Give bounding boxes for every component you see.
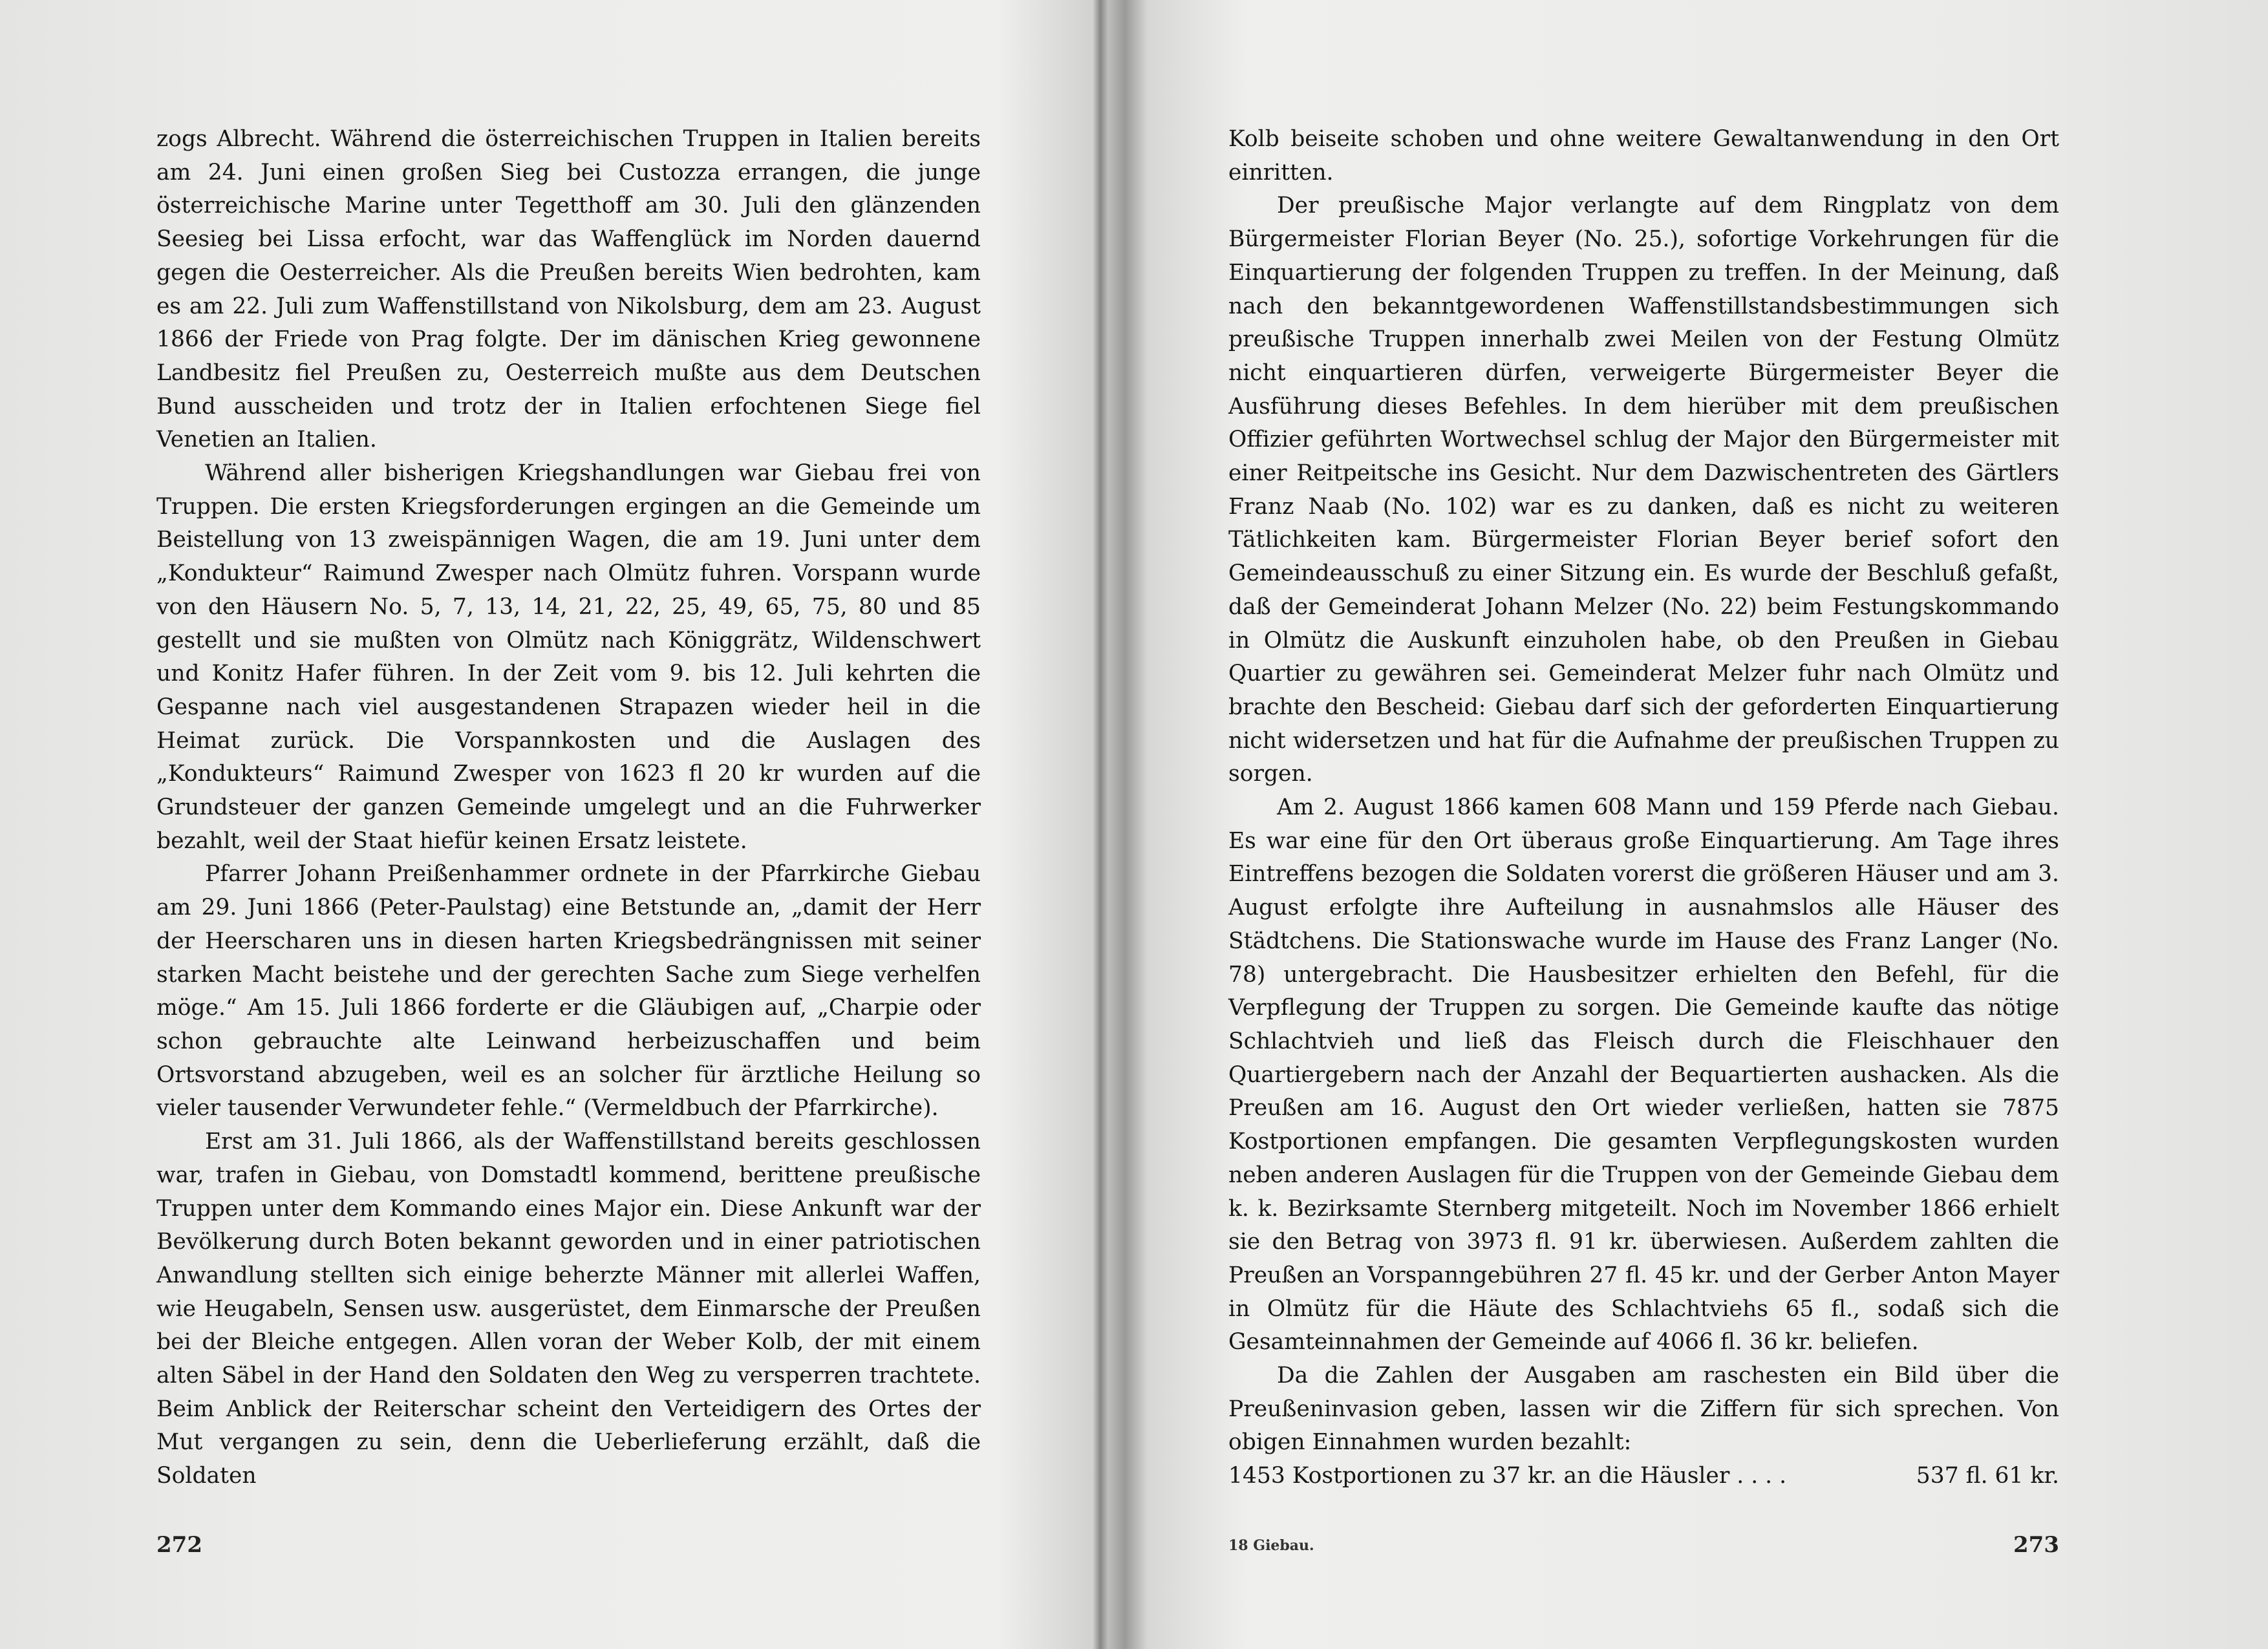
page-number-right: 273 (2013, 1532, 2059, 1558)
page-number-left: 272 (156, 1532, 202, 1558)
left-page-text (156, 123, 981, 1493)
paragraph: Pfarrer Johann Preißenhammer ordnete in der Pfarrkirche Giebau am 29. Juni 1866 (Peter-Paulstag) eine Betstunde an, „damit der Herr der Heerscharen uns in diesen harten Kriegsbedrängnissen mit seiner starken Macht beistehe und der gerechten Sache zum Siege verhelfen möge.“ Am 15. Juli 1866 forderte er die Gläubigen auf, „Charpie oder schon gebrauchte alte Leinwand herbeizuschaffen und beim Ortsvorstand abzugeben, weil es an solcher für ärztliche Heilung so vieler tausender Verwundeter fehle.“ (Vermeldbuch der Pfarrkirche). (156, 861, 981, 1122)
book-gutter (1093, 0, 1108, 1649)
paragraph: Da die Zahlen der Ausgaben am raschesten ein Bild über die Preußeninvasion geben, lassen wir die Ziffern für sich sprechen. Von obigen Einnahmen wurden bezahlt: (1228, 1363, 2059, 1456)
paragraph: Am 2. August 1866 kamen 608 Mann und 159 Pferde nach Giebau. Es war eine für den Ort überaus große Einquartierung. Am Tage ihres Eintreffens bezogen die Soldaten vorerst die größeren Häuser und am 3. August erfolgte ihre Aufteilung in ausnahmslos alle Häuser des Städtchens. Die Stationswache wurde im Hause des Franz Langer (No. 78) untergebracht. Die Hausbesitzer erhielten den Befehl, für die Verpflegung der Truppen zu sorgen. Die Gemeinde kaufte das nötige Schlachtvieh und ließ das Fleisch durch die Fleischhauer den Quartiergebern nach der Anzahl der Bequartierten aushacken. Als die Preußen am 16. August den Ort wieder verließen, hatten sie 7875 Kostportionen empfangen. Die gesamten Verpflegungskosten wurden neben anderen Auslagen für die Truppen von der Gemeinde Giebau dem k. k. Bezirksamte Sternberg mitgeteilt. Noch im November 1866 erhielt sie den Betrag von 3973 fl. 91 kr. überwiesen. Außerdem zahlten die Preußen an Vorspanngebühren 27 fl. 45 kr. und der Gerber Anton Mayer in Olmütz für die Häute des Schlachtviehs 65 fl., sodaß sich die Gesamteinnahmen der Gemeinde auf 4066 fl. 36 kr. beliefen. (1228, 794, 2059, 1356)
signature-mark: 18 Giebau. (1228, 1537, 1314, 1554)
cost-line-amount: 537 fl. 61 kr. (1916, 1463, 2059, 1489)
paragraph: zogs Albrecht. Während die österreichischen Truppen in Italien bereits am 24. Juni einen großen Sieg bei Custozza errangen, die junge österreichische Marine unter Tegetthoff am 30. Juli den glänzenden Seesieg bei Lissa erfocht, war das Waffenglück im Norden dauernd gegen die Oesterreicher. Als die Preußen bereits Wien bedrohten, kam es am 22. Juli zum Waffenstillstand von Nikolsburg, dem am 23. August 1866 der Friede von Prag folgte. Der im dänischen Krieg gewonnene Landbesitz fiel Preußen zu, Oesterreich mußte aus dem Deutschen Bund ausscheiden und trotz der in Italien erfochtenen Siege fiel Venetien an Italien. (156, 126, 981, 453)
cost-line (1228, 1460, 2059, 1493)
paragraph: Während aller bisherigen Kriegshandlungen war Giebau frei von Truppen. Die ersten Kriegsforderungen ergingen an die Gemeinde um Beistellung von 13 zweispännigen Wagen, die am 19. Juni unter dem „Kondukteur“ Raimund Zwesper nach Olmütz fuhren. Vorspann wurde von den Häusern No. 5, 7, 13, 14, 21, 22, 25, 49, 65, 75, 80 und 85 gestellt und sie mußten von Olmütz nach Königgrätz, Wildenschwert und Konitz Hafer führen. In der Zeit vom 9. bis 12. Juli kehrten die Gespanne nach viel ausgestandenen Strapazen wieder heil in die Heimat zurück. Die Vorspannkosten und die Auslagen des „Kondukteurs“ Raimund Zwesper von 1623 fl 20 kr wurden auf die Grundsteuer der ganzen Gemeinde umgelegt und an die Fuhrwerker bezahlt, weil der Staat hiefür keinen Ersatz leistete. (156, 460, 981, 854)
paragraph: Erst am 31. Juli 1866, als der Waffenstillstand bereits geschlossen war, trafen in Giebau, von Domstadtl kommend, berittene preußische Truppen unter dem Kommando eines Major ein. Diese Ankunft war der Bevölkerung durch Boten bekannt geworden und in einer patriotischen Anwandlung stellten sich einige beherzte Männer mit allerlei Waffen, wie Heugabeln, Sensen usw. ausgerüstet, dem Einmarsche der Preußen bei der Bleiche entgegen. Allen voran der Weber Kolb, der mit einem alten Säbel in der Hand den Soldaten den Weg zu versperren trachtete. Beim Anblick der Reiterschar scheint den Verteidigern des Ortes der Mut vergangen zu sein, denn die Ueberlieferung erzählt, daß die Soldaten (156, 1129, 981, 1489)
cost-line-item: 1453 Kostportionen zu 37 kr. an die Häusler . . . . (1228, 1463, 1787, 1489)
right-page-text (1228, 123, 2059, 1493)
right-page (1228, 123, 2059, 1558)
paragraph: Kolb beiseite schoben und ohne weitere Gewaltanwendung in den Ort einritten. (1228, 126, 2059, 186)
paragraph: Der preußische Major verlangte auf dem Ringplatz von dem Bürgermeister Florian Beyer (No. 25.), sofortige Vorkehrungen für die Einquartierung der folgenden Truppen zu treffen. In der Meinung, daß nach den bekanntgewordenen Waffenstillstandsbestimmungen sich preußische Truppen innerhalb zwei Meilen von der Festung Olmütz nicht einquartieren dürfen, verweigerte Bürgermeister Beyer die Ausführung dieses Befehles. In dem hierüber mit dem preußischen Offizier geführten Wortwechsel schlug der Major den Bürgermeister mit einer Reitpeitsche ins Gesicht. Nur dem Dazwischentreten des Gärtlers Franz Naab (No. 102) war es zu danken, daß es nicht zu weiteren Tätlichkeiten kam. Bürgermeister Florian Beyer berief sofort den Gemeindeausschuß zu einer Sitzung ein. Es wurde der Beschluß gefaßt, daß der Gemeinderat Johann Melzer (No. 22) beim Festungskommando in Olmütz die Auskunft einzuholen habe, ob den Preußen in Giebau Quartier zu gewähren sei. Gemeinderat Melzer fuhr nach Olmütz und brachte den Bescheid: Giebau darf sich der geforderten Einquartierung nicht widersetzen und hat für die Aufnahme der preußischen Truppen zu sorgen. (1228, 193, 2059, 787)
left-page (156, 123, 981, 1558)
